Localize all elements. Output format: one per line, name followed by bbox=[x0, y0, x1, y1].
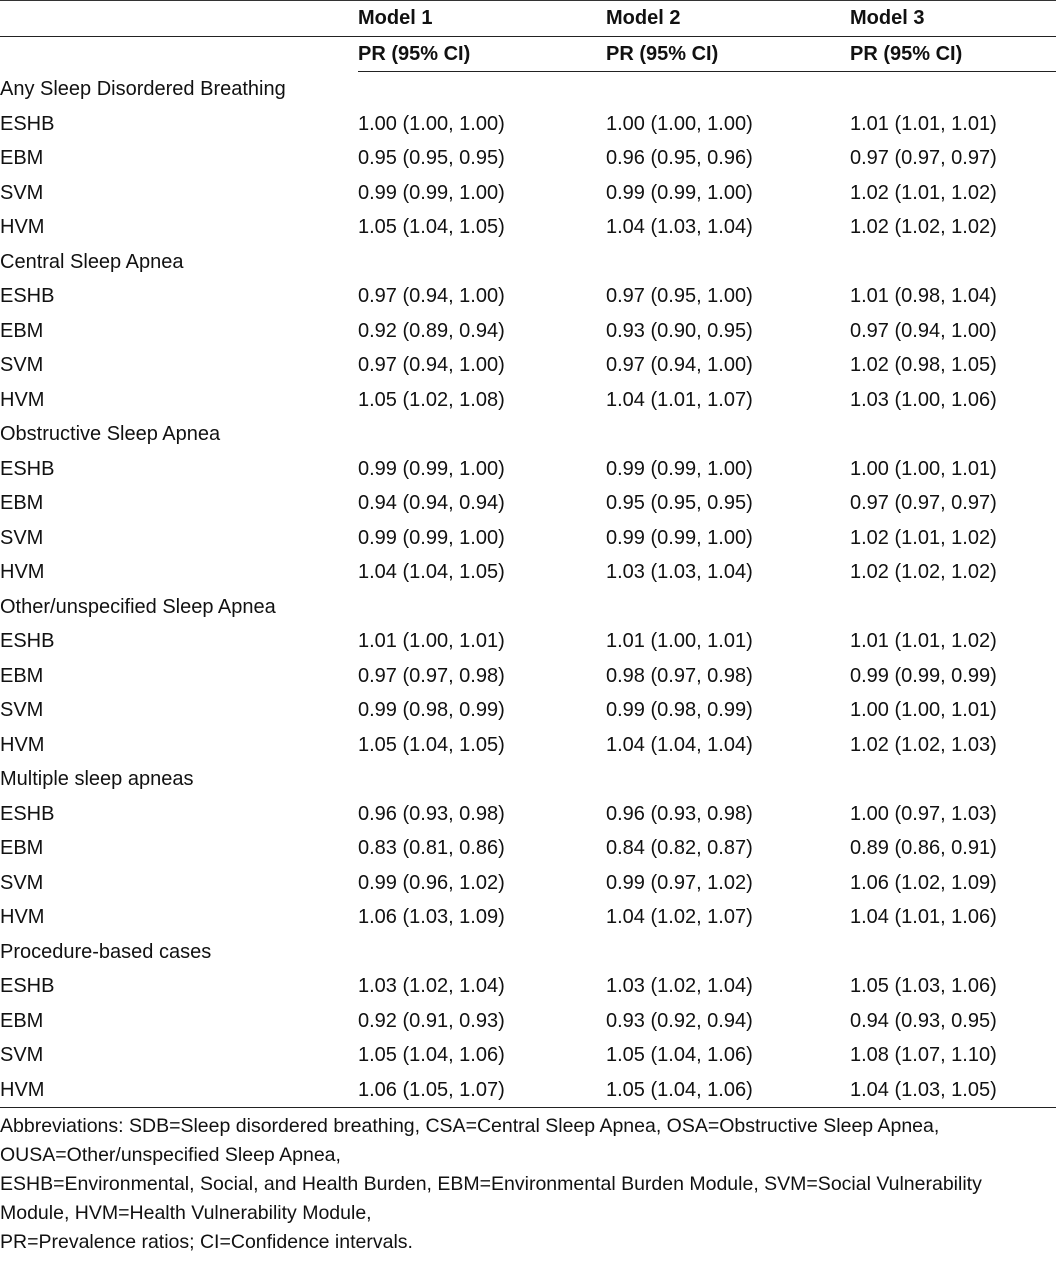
table-row bbox=[0, 728, 1056, 763]
group-row bbox=[0, 72, 1056, 107]
header-metric-3: PR (95% CI) bbox=[850, 36, 1056, 72]
pr-cell-model-1: 1.05 (1.02, 1.08) bbox=[358, 388, 505, 411]
group-row bbox=[0, 245, 1056, 280]
table-row bbox=[0, 452, 1056, 487]
table-row bbox=[0, 383, 1056, 418]
row-label: EBM bbox=[0, 319, 44, 342]
pr-cell-model-1: 1.05 (1.04, 1.05) bbox=[358, 733, 505, 756]
pr-cell-model-1: 0.99 (0.99, 1.00) bbox=[358, 457, 505, 480]
pr-cell-model-3: 1.05 (1.03, 1.06) bbox=[850, 975, 997, 997]
header-model-1: Model 1 bbox=[358, 1, 606, 37]
row-label: EBM bbox=[0, 147, 44, 169]
row-label: SVM bbox=[0, 181, 44, 204]
pr-cell-model-3: 1.01 (0.98, 1.04) bbox=[850, 285, 997, 307]
row-label: HVM bbox=[0, 1073, 358, 1108]
pr-cell-model-2: 1.03 (1.02, 1.04) bbox=[606, 975, 753, 997]
pr-cell-model-3: 0.97 (0.94, 1.00) bbox=[850, 319, 997, 342]
row-label: ESHB bbox=[0, 630, 55, 652]
row-label: HVM bbox=[0, 733, 45, 756]
pr-cell-model-2: 0.97 (0.95, 1.00) bbox=[606, 285, 753, 307]
header-row-models bbox=[0, 1, 1056, 37]
group-label: Procedure-based cases bbox=[0, 940, 212, 963]
pr-cell-model-1: 0.92 (0.89, 0.94) bbox=[358, 319, 505, 342]
table-row bbox=[0, 1038, 1056, 1073]
header-model-2: Model 2 bbox=[606, 1, 850, 37]
pr-cell-model-1: 0.99 (0.99, 1.00) bbox=[358, 526, 505, 549]
table-row bbox=[0, 555, 1056, 590]
row-label: EBM bbox=[0, 492, 44, 514]
pr-cell-model-1: 1.04 (1.04, 1.05) bbox=[358, 561, 505, 583]
group-label: Obstructive Sleep Apnea bbox=[0, 423, 221, 445]
pr-cell-model-3: 1.03 (1.00, 1.06) bbox=[850, 388, 997, 411]
table-row bbox=[0, 314, 1056, 349]
header-empty-cell bbox=[0, 1, 358, 37]
pr-cell-model-3: 1.08 (1.07, 1.10) bbox=[850, 1044, 997, 1066]
pr-cell-model-2: 0.93 (0.90, 0.95) bbox=[606, 319, 753, 342]
row-label: ESHB bbox=[0, 802, 55, 825]
table-row bbox=[0, 1004, 1056, 1039]
pr-cell-model-3: 1.02 (1.01, 1.02) bbox=[850, 181, 997, 204]
table-row bbox=[0, 486, 1056, 521]
group-row bbox=[0, 935, 1056, 970]
pr-cell-model-3: 0.89 (0.86, 0.91) bbox=[850, 837, 997, 859]
pr-cell-model-1: 1.00 (1.00, 1.00) bbox=[358, 112, 505, 135]
pr-cell-model-2: 1.04 (1.03, 1.04) bbox=[606, 216, 753, 238]
pr-cell-model-3: 1.02 (0.98, 1.05) bbox=[850, 354, 997, 376]
pr-cell-model-3: 1.00 (0.97, 1.03) bbox=[850, 802, 997, 825]
table-row bbox=[0, 141, 1056, 176]
pr-cell-model-2: 1.04 (1.01, 1.07) bbox=[606, 388, 753, 411]
pr-cell-model-3: 1.01 (1.01, 1.02) bbox=[850, 630, 997, 652]
pr-cell-model-2: 0.95 (0.95, 0.95) bbox=[606, 492, 753, 514]
pr-cell-model-2: 0.84 (0.82, 0.87) bbox=[606, 837, 753, 859]
table-row bbox=[0, 176, 1056, 211]
pr-cell-model-2: 0.96 (0.95, 0.96) bbox=[606, 147, 753, 169]
pr-cell-model-3: 1.02 (1.02, 1.03) bbox=[850, 733, 997, 756]
pr-cell-model-3: 0.99 (0.99, 0.99) bbox=[850, 664, 997, 687]
group-row bbox=[0, 762, 1056, 797]
table-row bbox=[0, 210, 1056, 245]
table-row bbox=[0, 1073, 1056, 1108]
row-label: SVM bbox=[0, 699, 44, 721]
table-body bbox=[0, 72, 1056, 1108]
table-row bbox=[0, 279, 1056, 314]
row-label: HVM bbox=[0, 216, 45, 238]
group-row bbox=[0, 417, 1056, 452]
pr-cell-model-3: 1.04 (1.03, 1.05) bbox=[850, 1073, 1056, 1108]
table-row bbox=[0, 900, 1056, 935]
pr-cell-model-2: 1.03 (1.03, 1.04) bbox=[606, 561, 753, 583]
pr-cell-model-2: 0.96 (0.93, 0.98) bbox=[606, 802, 753, 825]
pr-cell-model-2: 0.99 (0.98, 0.99) bbox=[606, 699, 753, 721]
pr-cell-model-2: 1.05 (1.04, 1.06) bbox=[606, 1044, 753, 1066]
pr-cell-model-1: 0.99 (0.99, 1.00) bbox=[358, 181, 505, 204]
row-label: HVM bbox=[0, 388, 45, 411]
footnote-line: ESHB=Environmental, Social, and Health Burden, EBM=Environmental Burden Module, SVM=Social Vulnerability Module, HVM=Health Vulnerability Module, bbox=[0, 1173, 982, 1224]
pr-cell-model-2: 0.99 (0.99, 1.00) bbox=[606, 457, 753, 480]
pr-cell-model-2: 0.98 (0.97, 0.98) bbox=[606, 664, 753, 687]
table-row bbox=[0, 693, 1056, 728]
pr-cell-model-2: 1.01 (1.00, 1.01) bbox=[606, 630, 753, 652]
pr-cell-model-1: 0.99 (0.96, 1.02) bbox=[358, 871, 505, 894]
pr-cell-model-1: 0.97 (0.94, 1.00) bbox=[358, 354, 505, 376]
pr-cell-model-3: 1.00 (1.00, 1.01) bbox=[850, 699, 997, 721]
pr-cell-model-1: 0.96 (0.93, 0.98) bbox=[358, 802, 505, 825]
pr-cell-model-1: 0.97 (0.94, 1.00) bbox=[358, 285, 505, 307]
pr-cell-model-3: 0.94 (0.93, 0.95) bbox=[850, 1009, 997, 1032]
table-row bbox=[0, 866, 1056, 901]
row-label: ESHB bbox=[0, 112, 55, 135]
header-empty-cell bbox=[0, 36, 358, 72]
header-metric-2: PR (95% CI) bbox=[606, 36, 850, 72]
header-row-metric bbox=[0, 36, 1056, 72]
pr-cell-model-1: 1.01 (1.00, 1.01) bbox=[358, 630, 505, 652]
header-metric-1: PR (95% CI) bbox=[358, 36, 606, 72]
footnote bbox=[0, 1112, 1040, 1257]
pr-cell-model-1: 1.03 (1.02, 1.04) bbox=[358, 975, 505, 997]
row-label: ESHB bbox=[0, 975, 55, 997]
row-label: HVM bbox=[0, 561, 45, 583]
pr-cell-model-3: 1.02 (1.02, 1.02) bbox=[850, 216, 997, 238]
pr-cell-model-3: 1.06 (1.02, 1.09) bbox=[850, 871, 997, 894]
row-label: EBM bbox=[0, 837, 44, 859]
group-label: Central Sleep Apnea bbox=[0, 250, 184, 273]
pr-cell-model-1: 1.05 (1.04, 1.05) bbox=[358, 216, 505, 238]
row-label: SVM bbox=[0, 871, 44, 894]
row-label: HVM bbox=[0, 906, 45, 928]
pr-cell-model-2: 1.05 (1.04, 1.06) bbox=[606, 1073, 850, 1108]
table-row bbox=[0, 348, 1056, 383]
row-label: SVM bbox=[0, 354, 44, 376]
pr-cell-model-1: 0.94 (0.94, 0.94) bbox=[358, 492, 505, 514]
table-row bbox=[0, 831, 1056, 866]
pr-cell-model-2: 1.04 (1.02, 1.07) bbox=[606, 906, 753, 928]
footnote-line: PR=Prevalence ratios; CI=Confidence intervals. bbox=[0, 1231, 413, 1253]
pr-cell-model-1: 1.05 (1.04, 1.06) bbox=[358, 1044, 505, 1066]
pr-cell-model-1: 1.06 (1.03, 1.09) bbox=[358, 906, 505, 928]
table-row bbox=[0, 624, 1056, 659]
pr-cell-model-2: 0.99 (0.99, 1.00) bbox=[606, 526, 753, 549]
pr-cell-model-3: 1.01 (1.01, 1.01) bbox=[850, 112, 997, 135]
row-label: SVM bbox=[0, 526, 44, 549]
pr-cell-model-2: 1.04 (1.04, 1.04) bbox=[606, 733, 753, 756]
pr-cell-model-3: 1.02 (1.02, 1.02) bbox=[850, 561, 997, 583]
pr-cell-model-2: 1.00 (1.00, 1.00) bbox=[606, 112, 753, 135]
pr-cell-model-2: 0.97 (0.94, 1.00) bbox=[606, 354, 753, 376]
table-row bbox=[0, 107, 1056, 142]
group-label: Other/unspecified Sleep Apnea bbox=[0, 595, 276, 618]
pr-cell-model-3: 0.97 (0.97, 0.97) bbox=[850, 147, 997, 169]
group-row bbox=[0, 590, 1056, 625]
row-label: SVM bbox=[0, 1044, 44, 1066]
pr-cell-model-1: 0.92 (0.91, 0.93) bbox=[358, 1009, 505, 1032]
pr-cell-model-1: 0.95 (0.95, 0.95) bbox=[358, 147, 505, 169]
table-header bbox=[0, 1, 1056, 72]
pr-cell-model-3: 0.97 (0.97, 0.97) bbox=[850, 492, 997, 514]
pr-cell-model-1: 0.97 (0.97, 0.98) bbox=[358, 664, 505, 687]
group-label: Multiple sleep apneas bbox=[0, 768, 194, 790]
pr-cell-model-1: 0.99 (0.98, 0.99) bbox=[358, 699, 505, 721]
header-model-3: Model 3 bbox=[850, 1, 1056, 37]
table-row bbox=[0, 797, 1056, 832]
row-label: EBM bbox=[0, 1009, 44, 1032]
row-label: ESHB bbox=[0, 457, 55, 480]
row-label: EBM bbox=[0, 664, 44, 687]
table-row bbox=[0, 969, 1056, 1004]
pr-cell-model-1: 0.83 (0.81, 0.86) bbox=[358, 837, 505, 859]
pr-cell-model-3: 1.00 (1.00, 1.01) bbox=[850, 457, 997, 480]
pr-cell-model-1: 1.06 (1.05, 1.07) bbox=[358, 1073, 606, 1108]
pr-cell-model-3: 1.02 (1.01, 1.02) bbox=[850, 526, 997, 549]
group-label: Any Sleep Disordered Breathing bbox=[0, 78, 286, 100]
table-row bbox=[0, 659, 1056, 694]
pr-cell-model-2: 0.99 (0.97, 1.02) bbox=[606, 871, 753, 894]
pr-cell-model-2: 0.99 (0.99, 1.00) bbox=[606, 181, 753, 204]
row-label: ESHB bbox=[0, 285, 55, 307]
table-row bbox=[0, 521, 1056, 556]
footnote-line: Abbreviations: SDB=Sleep disordered breathing, CSA=Central Sleep Apnea, OSA=Obstructive Sleep Apnea, OUSA=Other/unspecified Sleep Apnea, bbox=[0, 1115, 940, 1166]
pr-cell-model-2: 0.93 (0.92, 0.94) bbox=[606, 1009, 753, 1032]
pr-cell-model-3: 1.04 (1.01, 1.06) bbox=[850, 906, 997, 928]
